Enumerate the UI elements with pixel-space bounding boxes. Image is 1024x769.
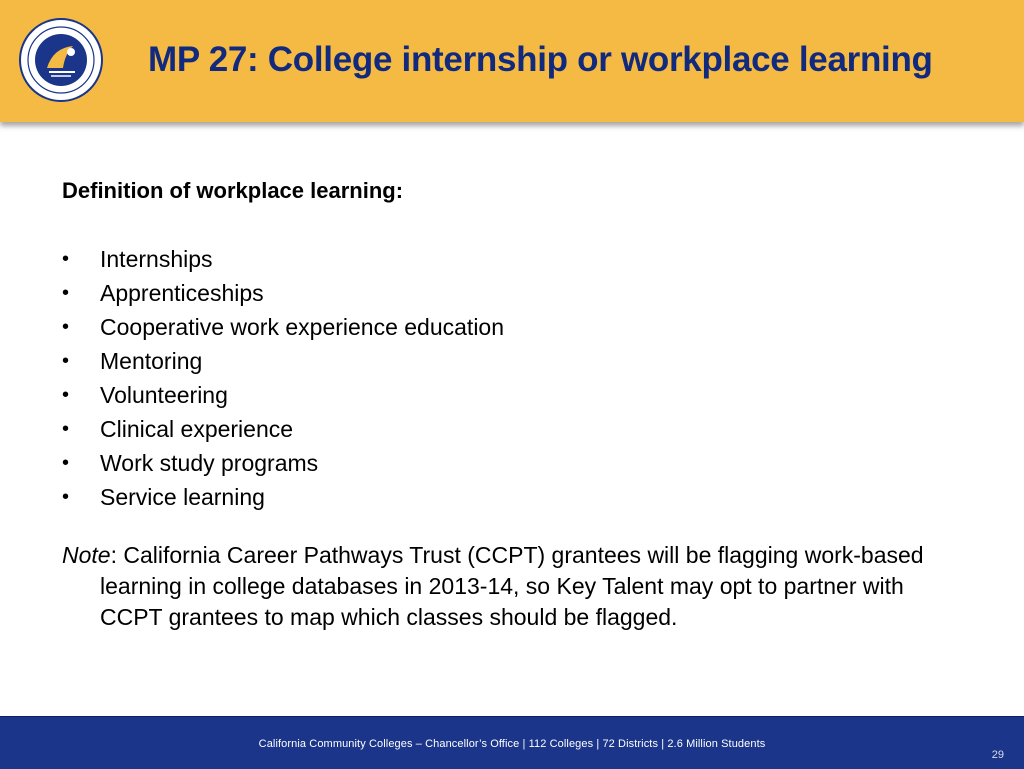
bullet-icon: • <box>62 282 70 304</box>
list-item-label: Mentoring <box>100 348 203 374</box>
list-item-label: Internships <box>100 246 213 272</box>
page-title: MP 27: College internship or workplace learning <box>148 40 933 79</box>
footer-text: California Community Colleges – Chancellor’s Office | 112 Colleges | 72 Districts | 2.6 Million Students <box>258 738 766 750</box>
header-bar <box>0 0 1024 122</box>
page-number: 29 <box>991 749 1004 761</box>
list-item <box>62 380 962 414</box>
section-heading: Definition of workplace learning: <box>62 178 404 203</box>
list-item <box>62 448 962 482</box>
california-community-colleges-seal-icon <box>19 18 103 102</box>
note-text: : California Career Pathways Trust (CCPT) grantees will be flagging work-based learning in college databases in 2013-14, so Key Talent may opt to partner with CCPT grantees to map which classes should be flagged. <box>100 542 924 630</box>
list-item-label: Volunteering <box>100 382 228 408</box>
list-item <box>62 312 962 346</box>
slide-content <box>62 178 962 633</box>
bullet-icon: • <box>62 350 70 372</box>
list-item-label: Service learning <box>100 484 265 510</box>
bullet-icon: • <box>62 384 70 406</box>
list-item <box>62 482 962 516</box>
list-item-label: Clinical experience <box>100 416 294 442</box>
note-paragraph <box>62 540 962 633</box>
bullet-icon: • <box>62 418 70 440</box>
list-item <box>62 346 962 380</box>
bullet-icon: • <box>62 486 70 508</box>
footer-bar <box>0 716 1024 769</box>
list-item-label: Apprenticeships <box>100 280 264 306</box>
list-item <box>62 414 962 448</box>
list-item <box>62 244 962 278</box>
bullet-list <box>62 244 962 516</box>
list-item-label: Work study programs <box>100 450 319 476</box>
bullet-icon: • <box>62 452 70 474</box>
list-item <box>62 278 962 312</box>
bullet-icon: • <box>62 316 70 338</box>
bullet-icon: • <box>62 248 70 270</box>
list-item-label: Cooperative work experience education <box>100 314 505 340</box>
note-label: Note <box>62 542 111 568</box>
